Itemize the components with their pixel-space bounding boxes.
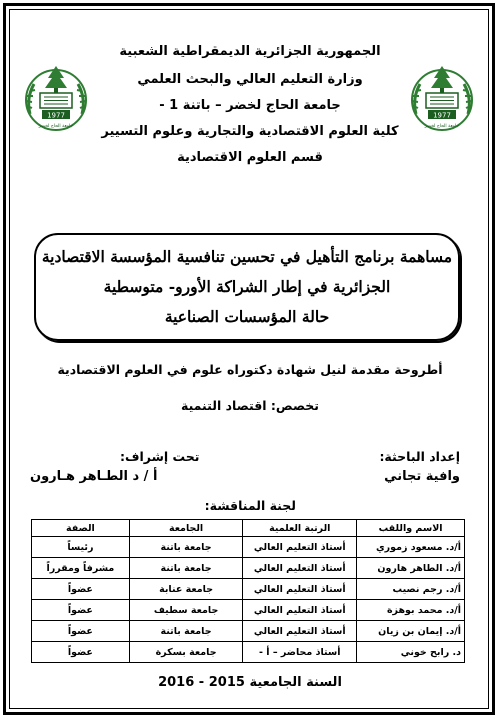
thesis-description: أطروحة مقدمة لنيل شهادة دكتوراه علوم في العلوم الاقتصادية [57,362,443,377]
member-rank: أستاذ التعليم العالي [243,621,357,642]
column-header-role: الصفة [32,520,130,537]
table-row [32,537,465,558]
table-row [32,558,465,579]
member-university: جامعة سطيف [129,600,243,621]
thesis-title-line-1: مساهمة برنامج التأهيل في تحسين تنافسية المؤسسة الاقتصادية [41,247,453,266]
ministry-name: وزارة التعليم العالي والبحث العلمي [137,72,363,87]
university-logo-right [406,62,478,134]
member-university: جامعة بسكرة [129,642,243,663]
member-role: عضواً [32,579,130,600]
university-logo-left [20,62,92,134]
member-role: عضواً [32,621,130,642]
thesis-title-box [34,233,460,341]
republic-name: الجمهورية الجزائرية الديمقراطية الشعبية [119,44,381,59]
logo-year-left: 1977 [47,111,65,120]
column-header-university: الجامعة [129,520,243,537]
member-role: عضواً [32,600,130,621]
member-role: رئيساً [32,537,130,558]
prepared-by-label: إعداد الباحثة: [379,449,460,464]
table-row [32,600,465,621]
table-row [32,642,465,663]
member-rank: أستاذ التعليم العالي [243,558,357,579]
logo-year-right: 1977 [433,111,451,120]
member-name: أ/د. إيمان بن زيان [357,621,465,642]
thesis-title-line-3: حالة المؤسسات الصناعية [164,307,330,326]
member-rank: أستاذ التعليم العالي [243,600,357,621]
member-role: مشرفاً ومقرراً [32,558,130,579]
member-name: أ/د. رجم نصيب [357,579,465,600]
university-name: جامعة الحاج لخضر – باتنة 1 - [159,98,341,113]
member-name: أ/د. مسعود زموري [357,537,465,558]
member-university: جامعة باتنة [129,558,243,579]
supervisor-label: تحت إشراف: [120,449,200,464]
column-header-name: الاسم واللقب [357,520,465,537]
table-row [32,621,465,642]
table-row [32,579,465,600]
specialty: تخصص: اقتصاد التنمية [180,398,320,413]
supervisor-name: أ / د الطـاهر هـارون [30,469,158,484]
jury-table-header [32,520,465,537]
thesis-title-line-2: الجزائرية في إطار الشراكة الأورو- متوسطية [103,277,391,296]
jury-table [31,519,465,663]
member-university: جامعة عنابة [129,579,243,600]
member-role: عضواً [32,642,130,663]
logo-name-right: جامعة الحاج لخضر [424,124,460,129]
member-name: أ/د. محمد بوهزة [357,600,465,621]
researcher-name: وافية تجاني [384,469,460,484]
member-rank: أستاذ محاضر – أ - [243,642,357,663]
member-name: أ/د. الطاهر هارون [357,558,465,579]
member-university: جامعة باتنة [129,621,243,642]
member-rank: أستاذ التعليم العالي [243,579,357,600]
column-header-rank: الرتبة العلمية [243,520,357,537]
logo-name-left: جامعة الحاج لخضر [38,124,74,129]
department-name: قسم العلوم الاقتصادية [177,150,323,165]
member-rank: أستاذ التعليم العالي [243,537,357,558]
faculty-name: كلية العلوم الاقتصادية والتجارية وعلوم التسيير [101,124,399,139]
member-name: د. رابح خوني [357,642,465,663]
member-university: جامعة باتنة [129,537,243,558]
academic-year: السنة الجامعية 2015 - 2016 [158,675,342,690]
jury-heading: لجنة المناقشة: [204,498,296,513]
